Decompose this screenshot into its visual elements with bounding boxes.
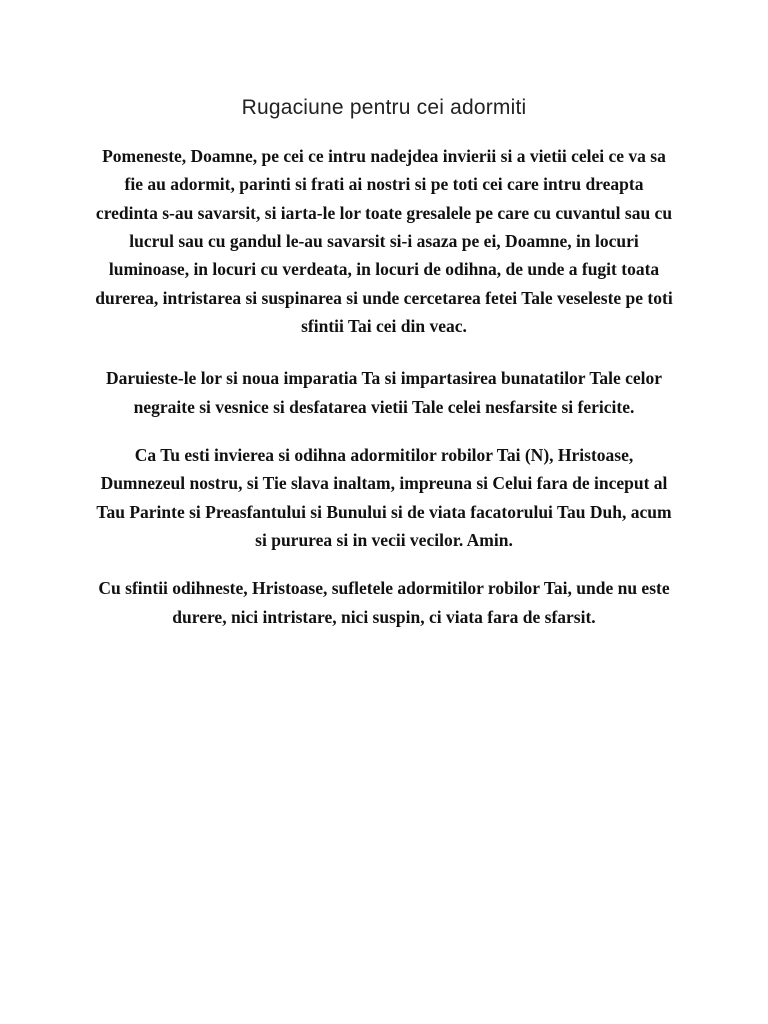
paragraph-2: Daruieste-le lor si noua imparatia Ta si impartasirea bunatatilor Tale celor negraite si vesnice si desfatarea vietii Tale celei nesfarsite si fericite. <box>105 368 663 417</box>
paragraph-3: Ca Tu esti invierea si odihna adormitilor robilor Tai (N), Hristoase, Dumnezeul nostru, si Tie slava inaltam, impreuna si Celui fara de inceput al Tau Parinte si Preasfantului si Bunului si de viata facatorului Tau Duh, acum si pururea si in vecii vecilor. Amin. <box>96 445 672 551</box>
paragraph-1: Pomeneste, Doamne, pe cei ce intru nadejdea invierii si a vietii celei ce va sa fie au adormit, parinti si frati ai nostri si pe toti cei care intru dreapta credinta s-au savarsit, si iarta-le lor toate gresalele pe care cu cuvantul sau cu lucrul sau cu gandul le-au savarsit si-i asaza pe ei, Doamne, in locuri luminoase, in locuri cu verdeata, in locuri de odihna, de unde a fugit toata durerea, intristarea si suspinarea si unde cercetarea fetei Tale veseleste pe toti sfintii Tai cei din veac. <box>95 146 673 337</box>
paragraph-4: Cu sfintii odihneste, Hristoase, sufletele adormitilor robilor Tai, unde nu este durere, nici intristare, nici suspin, ci viata fara de sfarsit. <box>98 578 670 627</box>
page-title: Rugaciune pentru cei adormiti <box>241 96 527 119</box>
